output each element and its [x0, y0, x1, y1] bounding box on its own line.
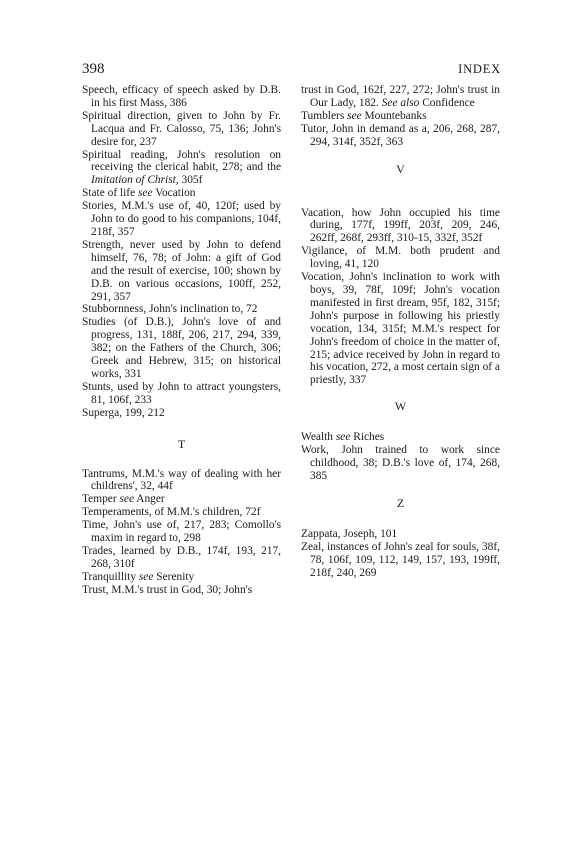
index-entry: Trust, M.M.'s trust in God, 30; John's: [82, 583, 253, 596]
section-letter: T: [177, 436, 186, 451]
section-letter: W: [394, 399, 407, 414]
index-entry: Trades, learned by D.B., 174f, 193, 217, 268, 310f: [82, 545, 281, 570]
index-entry: Stunts, used by John to attract youngsters, 81, 106f, 233: [82, 380, 281, 406]
index-entry: Zappata, Joseph, 101: [301, 527, 398, 540]
index-column-right: [301, 84, 500, 579]
index-entry: Tantrums, M.M.'s way of dealing with her childrens', 32, 44f: [82, 467, 281, 493]
index-entry: Wealth see Riches: [301, 431, 385, 444]
index-entry: Stubbornness, John's inclination to, 72: [82, 303, 258, 316]
index-entry: State of life see Vocation: [82, 187, 196, 200]
page-header: [82, 61, 501, 81]
index-entry: Tutor, John in demand as a, 206, 268, 287, 294, 314f, 352f, 363: [301, 122, 500, 148]
index-entry: Speech, efficacy of speech asked by D.B. in his first Mass, 386: [82, 84, 281, 109]
index-entry: Spiritual direction, given to John by Fr. Lacqua and Fr. Calosso, 75, 136; John's desire for, 237: [82, 109, 281, 148]
index-entry: Temperaments, of M.M.'s children, 72f: [82, 506, 261, 519]
index-entry: Vocation, John's inclination to work with boys, 39, 78f, 109f; John's vocation manifested in first dream, 95f, 182, 315f; John's purpose in following his priestly vocation, 134, 315f; M.M.'s respect for John's freedom of choice in the matter of, 215; advice received by John in regard to his vocation, 272, a most certain sign of a priestly, 337: [301, 271, 500, 387]
index-column-left: [82, 84, 281, 597]
section-letter: V: [396, 161, 405, 176]
index-entry: Work, John trained to work since childhood, 38; D.B.'s love of, 174, 268, 385: [301, 444, 500, 482]
index-entry: Time, John's use of, 217, 283; Comollo's maxim in regard to, 298: [82, 519, 281, 545]
index-entry: Strength, never used by John to defend himself, 76, 78; of John: a gift of God and the result of exercise, 100; shown by D.B. on various occasions, 100ff, 252, 291, 357: [82, 238, 281, 303]
index-entry: Tranquillity see Serenity: [82, 570, 195, 583]
section-letter: Z: [396, 495, 405, 510]
index-entry: Superga, 199, 212: [82, 406, 165, 419]
index-entry: Studies (of D.B.), John's love of and progress, 131, 188f, 206, 217, 294, 339, 382; on the Fathers of the Church, 306; Greek and Hebrew, 315; on historical works, 331: [82, 316, 281, 380]
index-entry: Temper see Anger: [82, 493, 165, 506]
page-number: 398: [82, 61, 105, 77]
running-head: INDEX: [458, 62, 501, 76]
index-entry: Zeal, instances of John's zeal for souls, 38f, 78, 106f, 109, 112, 149, 157, 193, 199ff, 218f, 240, 269: [301, 540, 500, 579]
index-entry: Vacation, how John occupied his time during, 177f, 199ff, 203f, 209, 246, 262ff, 268f, 293ff, 310-15, 332f, 352f: [301, 206, 500, 245]
index-entry: Spiritual reading, John's resolution on receiving the clerical habit, 278; and the Imitation of Christ, 305f: [82, 148, 281, 187]
index-entry: Stories, M.M.'s use of, 40, 120f; used by John to do good to his companions, 104f, 218f, 357: [82, 200, 281, 238]
index-entry: trust in God, 162f, 227, 272; John's trust in Our Lady, 182. See also Confidence: [301, 84, 500, 109]
index-entry: Tumblers see Mountebanks: [301, 109, 427, 122]
index-entry: Vigilance, of M.M. both prudent and loving, 41, 120: [301, 245, 500, 271]
